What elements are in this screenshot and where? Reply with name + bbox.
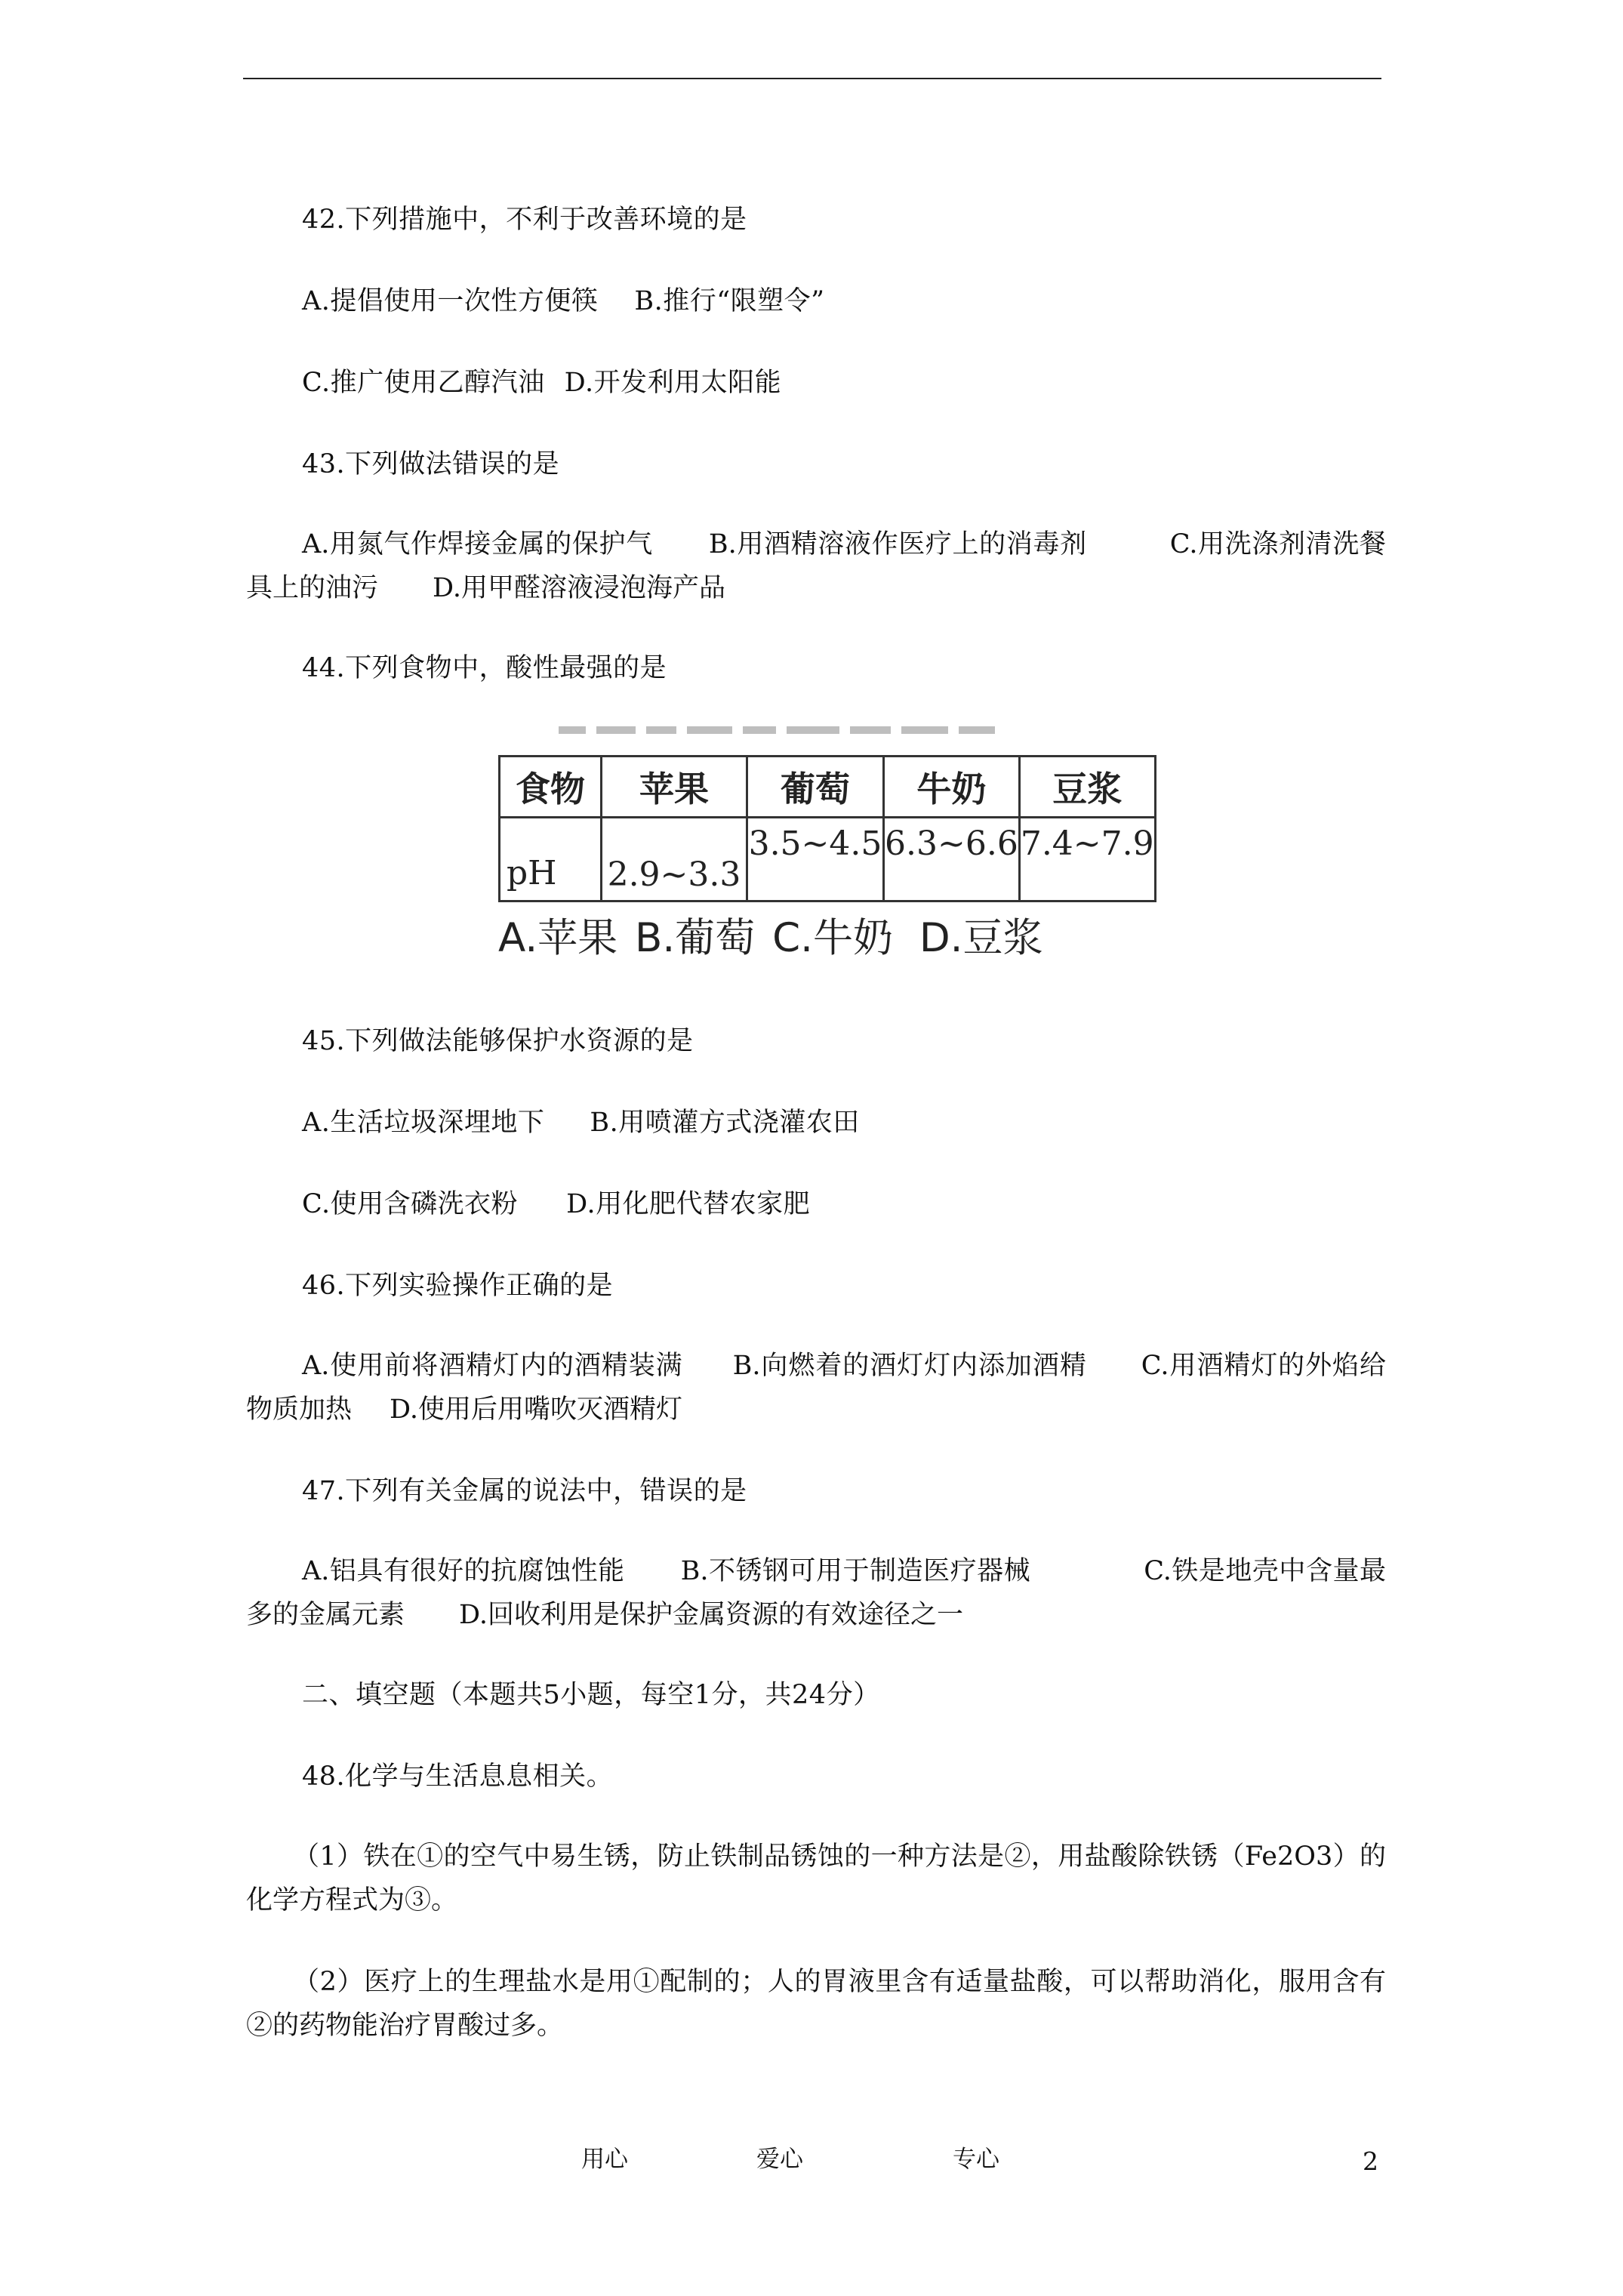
footer-word-1: 用心	[581, 2146, 628, 2173]
q43-option-d: D.用甲醛溶液浸泡海产品	[433, 573, 725, 603]
ph-table-value-row	[500, 818, 1156, 901]
q46-stem: 46.下列实验操作正确的是	[302, 1271, 614, 1301]
table-caption-fragment	[559, 726, 1057, 737]
q44-options	[498, 912, 1048, 965]
q43-option-a: A.用氮气作焊接金属的保护气	[302, 529, 653, 559]
q42-options-row1	[302, 284, 825, 319]
q45-option-c: C.使用含磷洗衣粉	[302, 1189, 519, 1219]
q42-stem: 42.下列措施中，不利于改善环境的是	[302, 205, 747, 235]
q42-option-b: B.推行“限塑令”	[634, 286, 825, 316]
q46-option-d: D.使用后用嘴吹灭酒精灯	[390, 1395, 682, 1425]
q42-option-d: D.开发利用太阳能	[564, 368, 782, 398]
q43-stem: 43.下列做法错误的是	[302, 449, 560, 479]
q44-option-a: A.苹果	[498, 915, 618, 961]
section2-heading: 二、填空题（本题共5小题，每空1分，共24分）	[302, 1680, 880, 1710]
q42-option-a: A.提倡使用一次性方便筷	[302, 286, 599, 316]
q46-option-a: A.使用前将酒精灯内的酒精装满	[302, 1351, 683, 1381]
q44-option-b: B.葡萄	[635, 915, 756, 961]
ph-table-header-cell: 葡萄	[747, 757, 884, 818]
q47-option-d: D.回收利用是保护金属资源的有效途径之一	[459, 1600, 963, 1630]
ph-table-value-cell: 2.9~3.3	[602, 818, 747, 901]
q43-option-c: C.用洗涤剂清洗餐具上的油污	[246, 529, 1386, 603]
q46-options	[246, 1344, 1386, 1432]
ph-table-value-cell: pH	[500, 818, 602, 901]
q44-stem: 44.下列食物中，酸性最强的是	[302, 653, 667, 683]
ph-table-header-row	[500, 757, 1156, 818]
q45-stem: 45.下列做法能够保护水资源的是	[302, 1026, 694, 1056]
q45-option-b: B.用喷灌方式浇灌农田	[590, 1108, 860, 1138]
footer-word-2: 爱心	[756, 2146, 803, 2173]
ph-table	[498, 755, 1156, 902]
q44-option-c: C.牛奶	[772, 915, 893, 961]
q48-stem: 48.化学与生活息息相关。	[302, 1761, 614, 1792]
q48-part2	[246, 1960, 1386, 2048]
ph-table-header-cell: 豆浆	[1019, 757, 1155, 818]
page-number: 2	[1363, 2147, 1378, 2176]
q45-option-d: D.用化肥代替农家肥	[566, 1189, 811, 1219]
q45-options-row2	[302, 1187, 810, 1222]
ph-table-header-cell: 牛奶	[884, 757, 1020, 818]
ph-table-header-cell: 食物	[500, 757, 602, 818]
q47-option-c: C.铁是地壳中含量最多的金属元素	[246, 1556, 1386, 1630]
q48-part1-text: （1）铁在①的空气中易生锈，防止铁制品锈蚀的一种方法是②，用盐酸除铁锈（Fe2O3）的化学方程式为③。	[246, 1841, 1386, 1915]
q44-option-d: D.豆浆	[919, 915, 1043, 961]
footer-word-3: 专心	[953, 2146, 999, 2173]
q48-part2-text: （2）医疗上的生理盐水是用①配制的；人的胃液里含有适量盐酸，可以帮助消化，服用含有②的药物能治疗胃酸过多。	[246, 1967, 1386, 2041]
q45-option-a: A.生活垃圾深埋地下	[302, 1108, 545, 1138]
q47-option-b: B.不锈钢可用于制造医疗器械	[680, 1556, 1031, 1586]
ph-table-value-cell: 3.5~4.5	[747, 818, 884, 901]
header-rule	[243, 78, 1381, 79]
q47-options	[246, 1549, 1386, 1637]
q46-option-c: C.用酒精灯的外焰给物质加热	[246, 1351, 1386, 1425]
q47-stem: 47.下列有关金属的说法中，错误的是	[302, 1476, 747, 1506]
ph-table-value-cell: 7.4~7.9	[1019, 818, 1155, 901]
q45-options-row1	[302, 1105, 860, 1140]
ph-table-header-cell: 苹果	[602, 757, 747, 818]
q46-option-b: B.向燃着的酒灯灯内添加酒精	[732, 1351, 1087, 1381]
q43-options	[246, 522, 1386, 610]
q47-option-a: A.铝具有很好的抗腐蚀性能	[302, 1556, 625, 1586]
q42-options-row2	[302, 365, 781, 400]
q42-option-c: C.推广使用乙醇汽油	[302, 368, 545, 398]
ph-table-value-cell: 6.3~6.6	[884, 818, 1020, 901]
q43-option-b: B.用酒精溶液作医疗上的消毒剂	[708, 529, 1087, 559]
q48-part1	[246, 1835, 1386, 1922]
